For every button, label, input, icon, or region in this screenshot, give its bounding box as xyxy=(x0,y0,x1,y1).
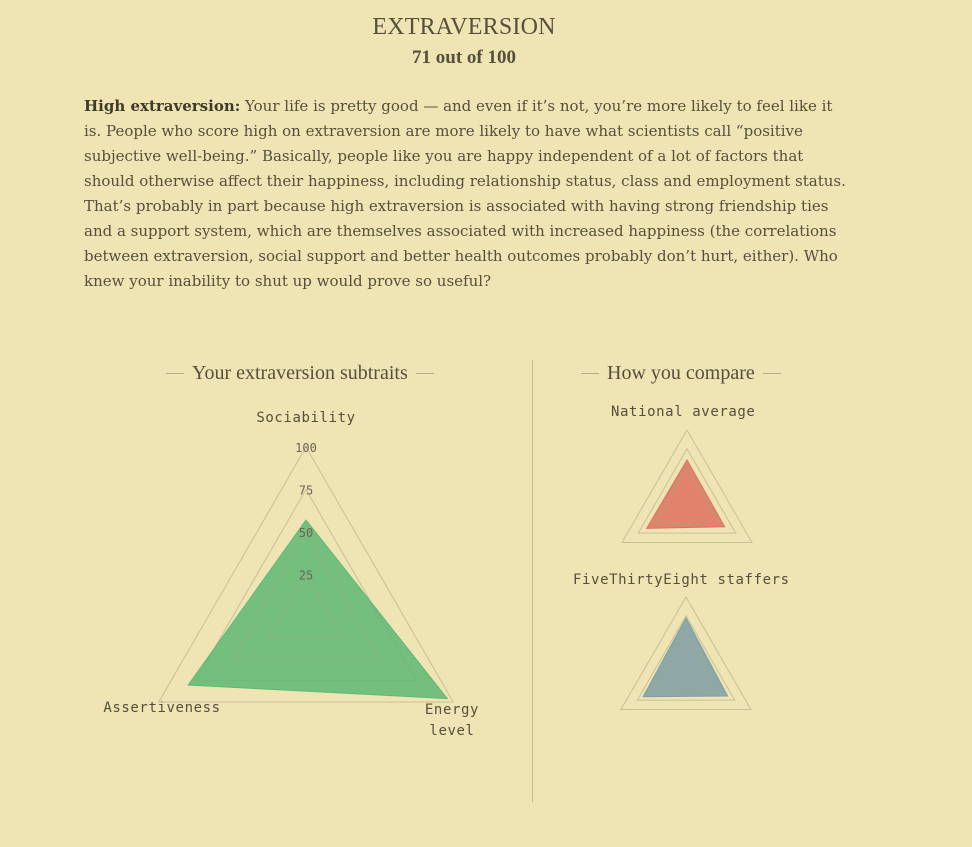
score-text: 71 out of 100 xyxy=(412,47,516,68)
subtraits-tick-label: 100 xyxy=(295,441,317,455)
staffers-label: FiveThirtyEight staffers xyxy=(573,572,790,588)
description-body: Your life is pretty good — and even if it’s not, you’re more likely to feel like it is. People who score high on extraversion are more likely to have what scientists call “positive subjective well-being.” Basically, people like you are happy independent of a lot of factors that should otherwise affect their happiness, including relationship status, class and employment status. That’s probably in part because high extraversion is associated with having strong friendship ties and a support system, which are themselves associated with increased happiness (the correlations between extraversion, social support and better health outcomes probably don’t hurt, either). Who knew your inability to shut up would prove so useful? xyxy=(84,97,846,290)
axis-label-assertiveness: Assertiveness xyxy=(103,700,221,716)
axis-label-sociability: Sociability xyxy=(256,410,356,426)
compare-title: How you compare xyxy=(607,362,755,384)
page-title: EXTRAVERSION xyxy=(372,14,556,40)
subtraits-tick-label: 25 xyxy=(298,568,314,583)
subtraits-tick-label: 50 xyxy=(298,526,314,540)
subtraits-tick-label: 75 xyxy=(298,483,314,498)
subtraits-data-shape xyxy=(188,520,447,699)
national-average-label: National average xyxy=(611,404,756,420)
subtraits-title: Your extraversion subtraits xyxy=(192,362,408,384)
axis-label-energy-level: Energy level xyxy=(424,702,480,739)
description-lead: High extraversion: xyxy=(84,97,241,115)
